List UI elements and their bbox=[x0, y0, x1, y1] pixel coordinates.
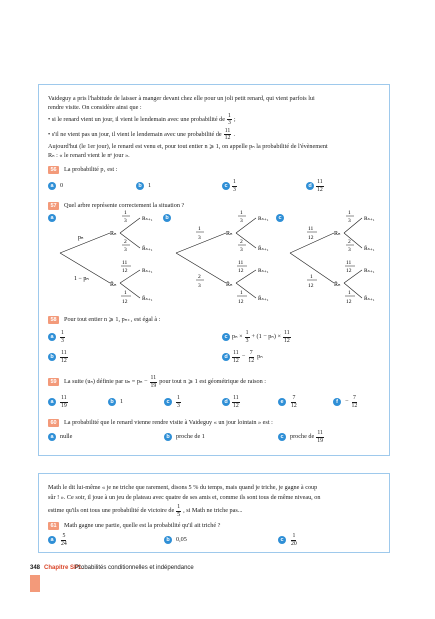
answer-58-c-marker[interactable]: c bbox=[222, 333, 230, 341]
tree-a-Rbar: R̄ₙ bbox=[110, 282, 117, 288]
answer-57-b-marker[interactable]: b bbox=[163, 214, 171, 222]
tree-a-f1-num: 1 bbox=[124, 210, 127, 216]
answer-61-b[interactable]: 0,05 bbox=[176, 535, 187, 543]
answer-59-d-marker[interactable]: d bbox=[222, 398, 230, 406]
tree-c-top-num: 11 bbox=[308, 226, 314, 232]
answer-56-b-marker[interactable]: b bbox=[136, 182, 144, 190]
answer-61-b-marker[interactable]: b bbox=[164, 536, 172, 544]
intro-line-1: Vaideguy a pris l'habitude de laisser à manger devant chez elle pour un joli petit renard, qui vient parfois lui bbox=[48, 95, 315, 102]
question-59-text: La suite (uₙ) définie par uₙ = pₙ − $\frac{11}{19}$ pour tout n ⩾ 1 est géométrique de raison : bbox=[64, 375, 266, 389]
intro-line-2: rendre visite. On considère ainsi que : bbox=[48, 104, 142, 111]
intro-bullet-2: • s'il ne vient pas un jour, il vient le lendemain avec une probabilité de $\frac{11}{12}$ . bbox=[48, 128, 235, 142]
answer-60-c[interactable]: proche de $\frac{11}{19}$ bbox=[290, 430, 324, 444]
question-number-57: 57 bbox=[48, 202, 59, 210]
tree-c-f4-num: 1 bbox=[348, 290, 351, 296]
probability-tree-a[interactable] bbox=[58, 208, 168, 308]
answer-58-c[interactable]: pₙ × $\frac{1}{3}$ + (1 − pₙ) × $\frac{11}{12}$ bbox=[232, 330, 290, 344]
answer-56-c[interactable]: $\frac{1}{3}$ bbox=[233, 179, 236, 193]
answer-59-c-marker[interactable]: c bbox=[164, 398, 172, 406]
tree-c-f3-den: 12 bbox=[346, 268, 352, 274]
answer-60-a-marker[interactable]: a bbox=[48, 433, 56, 441]
answer-59-b-marker[interactable]: b bbox=[108, 398, 116, 406]
answer-59-f[interactable]: − $\frac{7}{12}$ bbox=[345, 395, 358, 409]
page-number: 348 bbox=[30, 565, 41, 571]
answer-60-b[interactable]: proche de 1 bbox=[176, 432, 205, 440]
answer-56-b[interactable]: 1 bbox=[148, 181, 152, 189]
tree-b-n1-bottom: Rₙ₊₁ bbox=[258, 268, 269, 274]
tree-c-f1-den: 3 bbox=[348, 218, 351, 224]
question-number-60: 60 bbox=[48, 419, 59, 427]
answer-61-c[interactable]: $\frac{1}{20}$ bbox=[291, 533, 297, 547]
math-line-2: sûr ! ». Ce soir, il joue à un jeu de plateau avec quatre de ses amis et, comme ils sont tous de même niveau, on bbox=[48, 494, 321, 501]
tree-a-f4-den: 12 bbox=[122, 299, 128, 305]
tree-b-n2-bottom: R̄ₙ₊₁ bbox=[258, 296, 269, 302]
tree-a-n1-bottom: Rₙ₊₁ bbox=[142, 268, 153, 274]
tree-a-bottom-prob: 1 − pₙ bbox=[74, 276, 89, 282]
answer-56-a[interactable]: 0 bbox=[60, 181, 64, 189]
tree-c-n1-top: Rₙ₊₁ bbox=[364, 216, 375, 222]
tree-c-top-den: 12 bbox=[308, 235, 314, 241]
intro-line-6: Rₙ : « le renard vient le nᵉ jour ». bbox=[48, 152, 130, 159]
tree-a-n2-bottom: R̄ₙ₊₁ bbox=[142, 296, 153, 302]
tree-b-n2-top: R̄ₙ₊₁ bbox=[258, 246, 269, 252]
answer-59-e[interactable]: $\frac{7}{12}$ bbox=[291, 395, 297, 409]
tree-a-R: Rₙ bbox=[110, 231, 117, 237]
tree-c-f2-den: 3 bbox=[348, 247, 351, 253]
tree-b-f4-den: 12 bbox=[238, 299, 244, 305]
tree-b-f2-den: 3 bbox=[240, 247, 243, 253]
tree-a-n1-top: Rₙ₊₁ bbox=[142, 216, 153, 222]
tree-c-f1-num: 1 bbox=[348, 210, 351, 216]
answer-56-c-marker[interactable]: c bbox=[222, 182, 230, 190]
tree-c-bottom-num: 1 bbox=[310, 274, 313, 280]
answer-58-d[interactable]: $\frac{11}{12}$ − $\frac{7}{12}$ pₙ bbox=[233, 350, 263, 364]
answer-58-b-marker[interactable]: b bbox=[48, 353, 56, 361]
tree-a-f2-den: 3 bbox=[124, 247, 127, 253]
tree-a-f3-den: 12 bbox=[122, 268, 128, 274]
question-60-text: La probabilité que le renard vienne rendre visite à Vaideguy « un jour lointain » est : bbox=[64, 419, 273, 426]
answer-59-d[interactable]: $\frac{11}{12}$ bbox=[233, 395, 239, 409]
tree-b-bottom-den: 3 bbox=[198, 283, 201, 289]
question-number-61: 61 bbox=[48, 522, 59, 530]
answer-60-c-marker[interactable]: c bbox=[278, 433, 286, 441]
chapter-label: Chapitre SP1. bbox=[44, 565, 84, 571]
answer-59-c[interactable]: $\frac{1}{3}$ bbox=[177, 395, 180, 409]
question-56-text: La probabilité p₁ est : bbox=[64, 166, 118, 173]
question-number-56: 56 bbox=[48, 166, 59, 174]
math-line-3: estime qu'ils ont tous une probabilité de victoire de $\frac{1}{5}$ , si Math ne triche pas... bbox=[48, 504, 243, 518]
tree-a-n2-top: R̄ₙ₊₁ bbox=[142, 246, 153, 252]
intro-bullet-1: • si le renard vient un jour, il vient le lendemain avec une probabilité de $\frac{1}{3}$ ; bbox=[48, 113, 236, 127]
answer-61-a[interactable]: $\frac{5}{24}$ bbox=[61, 533, 67, 547]
tree-b-f1-den: 3 bbox=[240, 218, 243, 224]
question-61-text: Math gagne une partie, quelle est la probabilité qu'il ait triché ? bbox=[64, 522, 221, 529]
tree-b-bottom-num: 2 bbox=[198, 274, 201, 280]
tree-b-f2-num: 2 bbox=[240, 239, 243, 245]
question-57-text: Quel arbre représente correctement la situation ? bbox=[64, 202, 185, 209]
tree-c-f3-num: 11 bbox=[346, 260, 352, 266]
tree-b-top-den: 3 bbox=[198, 235, 201, 241]
tree-a-f1-den: 3 bbox=[124, 218, 127, 224]
answer-60-b-marker[interactable]: b bbox=[164, 433, 172, 441]
tree-b-f3-den: 12 bbox=[238, 268, 244, 274]
answer-60-a[interactable]: nulle bbox=[60, 432, 73, 440]
question-number-58: 58 bbox=[48, 316, 59, 324]
answer-61-c-marker[interactable]: c bbox=[278, 536, 286, 544]
chapter-title: Probabilités conditionnelles et indépendance bbox=[75, 565, 194, 571]
tree-b-Rbar: R̄ₙ bbox=[226, 282, 233, 288]
question-number-59: 59 bbox=[48, 378, 59, 386]
tree-b-f1-num: 1 bbox=[240, 210, 243, 216]
answer-56-d-marker[interactable]: d bbox=[306, 182, 314, 190]
tree-a-f3-num: 11 bbox=[122, 260, 128, 266]
probability-tree-b[interactable] bbox=[174, 208, 284, 308]
answer-59-f-marker[interactable]: f bbox=[333, 398, 341, 406]
answer-58-a[interactable]: $\frac{1}{3}$ bbox=[61, 330, 64, 344]
answer-58-a-marker[interactable]: a bbox=[48, 333, 56, 341]
answer-58-b[interactable]: $\frac{11}{12}$ bbox=[61, 350, 67, 364]
answer-56-a-marker[interactable]: a bbox=[48, 182, 56, 190]
answer-58-d-marker[interactable]: d bbox=[222, 353, 230, 361]
tree-b-f4-num: 1 bbox=[240, 290, 243, 296]
tree-b-R: Rₙ bbox=[226, 231, 233, 237]
answer-56-d[interactable]: $\frac{11}{12}$ bbox=[317, 179, 323, 193]
tree-c-bottom-den: 12 bbox=[308, 283, 314, 289]
answer-57-c-marker[interactable]: c bbox=[276, 214, 284, 222]
tree-c-n2-top: R̄ₙ₊₁ bbox=[364, 246, 375, 252]
probability-tree-c[interactable] bbox=[288, 208, 388, 308]
tree-a-f4-num: 1 bbox=[124, 290, 127, 296]
tree-c-Rbar: R̄ₙ bbox=[334, 282, 341, 288]
answer-59-a-marker[interactable]: a bbox=[48, 398, 56, 406]
tree-c-f4-den: 12 bbox=[346, 299, 352, 305]
answer-61-a-marker[interactable]: a bbox=[48, 536, 56, 544]
tree-c-R: Rₙ bbox=[334, 231, 341, 237]
answer-59-e-marker[interactable]: e bbox=[278, 398, 286, 406]
tree-b-f3-num: 11 bbox=[238, 260, 244, 266]
tree-c-n2-bottom: R̄ₙ₊₁ bbox=[364, 296, 375, 302]
answer-57-a-marker[interactable]: a bbox=[48, 214, 56, 222]
tree-c-n1-bottom: Rₙ₊₁ bbox=[364, 268, 375, 274]
page-tab bbox=[30, 575, 40, 592]
tree-b-n1-top: Rₙ₊₁ bbox=[258, 216, 269, 222]
answer-59-a[interactable]: $\frac{11}{19}$ bbox=[61, 395, 67, 409]
question-58-text: Pour tout entier n ⩾ 1, pₙ₊₁ est égal à : bbox=[64, 316, 161, 323]
math-line-1: Math le dit lui-même « je ne triche que rarement, disons 5 % du temps, mais quand je triche, je gagne à coup bbox=[48, 484, 318, 491]
answer-59-b[interactable]: 1 bbox=[120, 397, 124, 405]
tree-a-f2-num: 2 bbox=[124, 239, 127, 245]
intro-line-5: Aujourd'hui (le 1er jour), le renard est venu et, pour tout entier n ⩾ 1, on appelle pₙ la probabilité de l'évènement bbox=[48, 143, 328, 150]
tree-c-f2-num: 2 bbox=[348, 239, 351, 245]
tree-b-top-num: 1 bbox=[198, 226, 201, 232]
tree-a-top-prob: pₙ bbox=[78, 235, 84, 241]
